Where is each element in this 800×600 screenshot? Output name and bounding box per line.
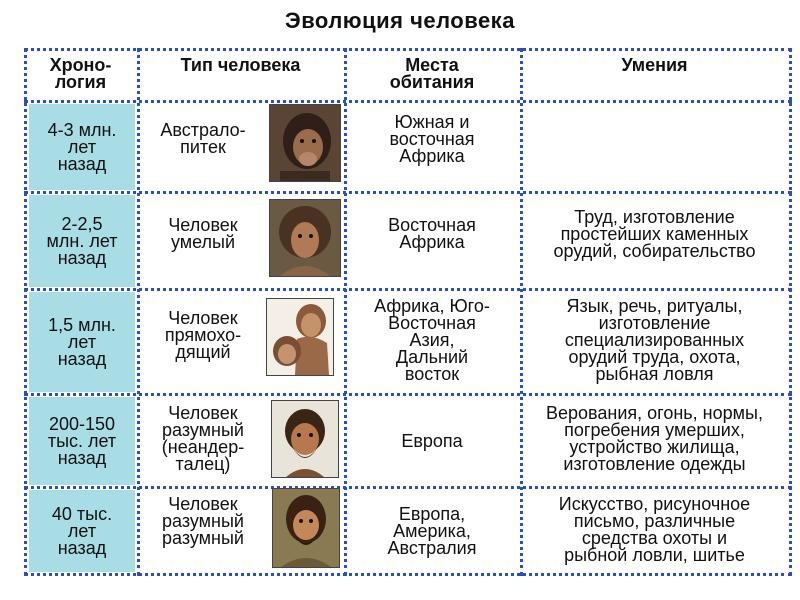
- grid-line: [24, 48, 27, 576]
- date-cell: 200-150 тыс. лет назад: [29, 397, 135, 485]
- header-habitat: Места обитания: [389, 55, 475, 92]
- skills-cell: Искусство, рисуночное письмо, различные средства охоты и рыбной ловли, шитье: [558, 494, 751, 565]
- evolution-table: [24, 48, 792, 576]
- human-type-label: Человек умелый: [168, 215, 238, 252]
- page-title: Эволюция человека: [285, 8, 515, 33]
- human-type-label: Человек прямохо- дящий: [164, 308, 242, 362]
- neanderthal-portrait-icon: [271, 400, 339, 478]
- header-skills: Умения: [621, 55, 688, 75]
- habitat-cell: Восточная Африка: [388, 215, 476, 252]
- date-cell: 40 тыс. лет назад: [29, 490, 135, 572]
- human-type-label: Человек разумный (неандер- талец): [161, 403, 245, 474]
- habitat-cell: Южная и восточная Африка: [389, 112, 475, 166]
- habitat-cell: Африка, Юго- Восточная Азия, Дальний восток: [374, 295, 490, 384]
- habitat-cell: Европа, Америка, Австралия: [387, 503, 477, 558]
- human-type-label: Австрало- питек: [160, 120, 246, 157]
- date-cell: 1,5 млн. лет назад: [29, 292, 135, 392]
- header-chronology: Хроно- логия: [49, 55, 112, 92]
- australopithecus-portrait-icon: [269, 104, 341, 182]
- skills-cell: Верования, огонь, нормы, погребения умерших, устройство жилища, изготовление одежды: [546, 403, 763, 474]
- header-type: Тип человека: [180, 55, 301, 75]
- skills-cell: [520, 104, 789, 190]
- date-cell: 4-3 млн. лет назад: [29, 104, 135, 190]
- grid-line: [789, 48, 792, 576]
- homo-sapiens-portrait-icon: [272, 488, 340, 568]
- skills-cell: Труд, изготовление простейших каменных орудий, собирательство: [553, 207, 756, 261]
- homo-habilis-portrait-icon: [269, 199, 341, 277]
- habitat-cell: Европа: [401, 430, 463, 451]
- homo-erectus-portrait-icon: [266, 298, 334, 376]
- skills-cell: Язык, речь, ритуалы, изготовление специализированных орудий труда, охота, рыбная ловля: [564, 295, 745, 384]
- date-cell: 2-2,5 млн. лет назад: [29, 195, 135, 287]
- human-type-label: Человек разумный разумный: [162, 494, 244, 548]
